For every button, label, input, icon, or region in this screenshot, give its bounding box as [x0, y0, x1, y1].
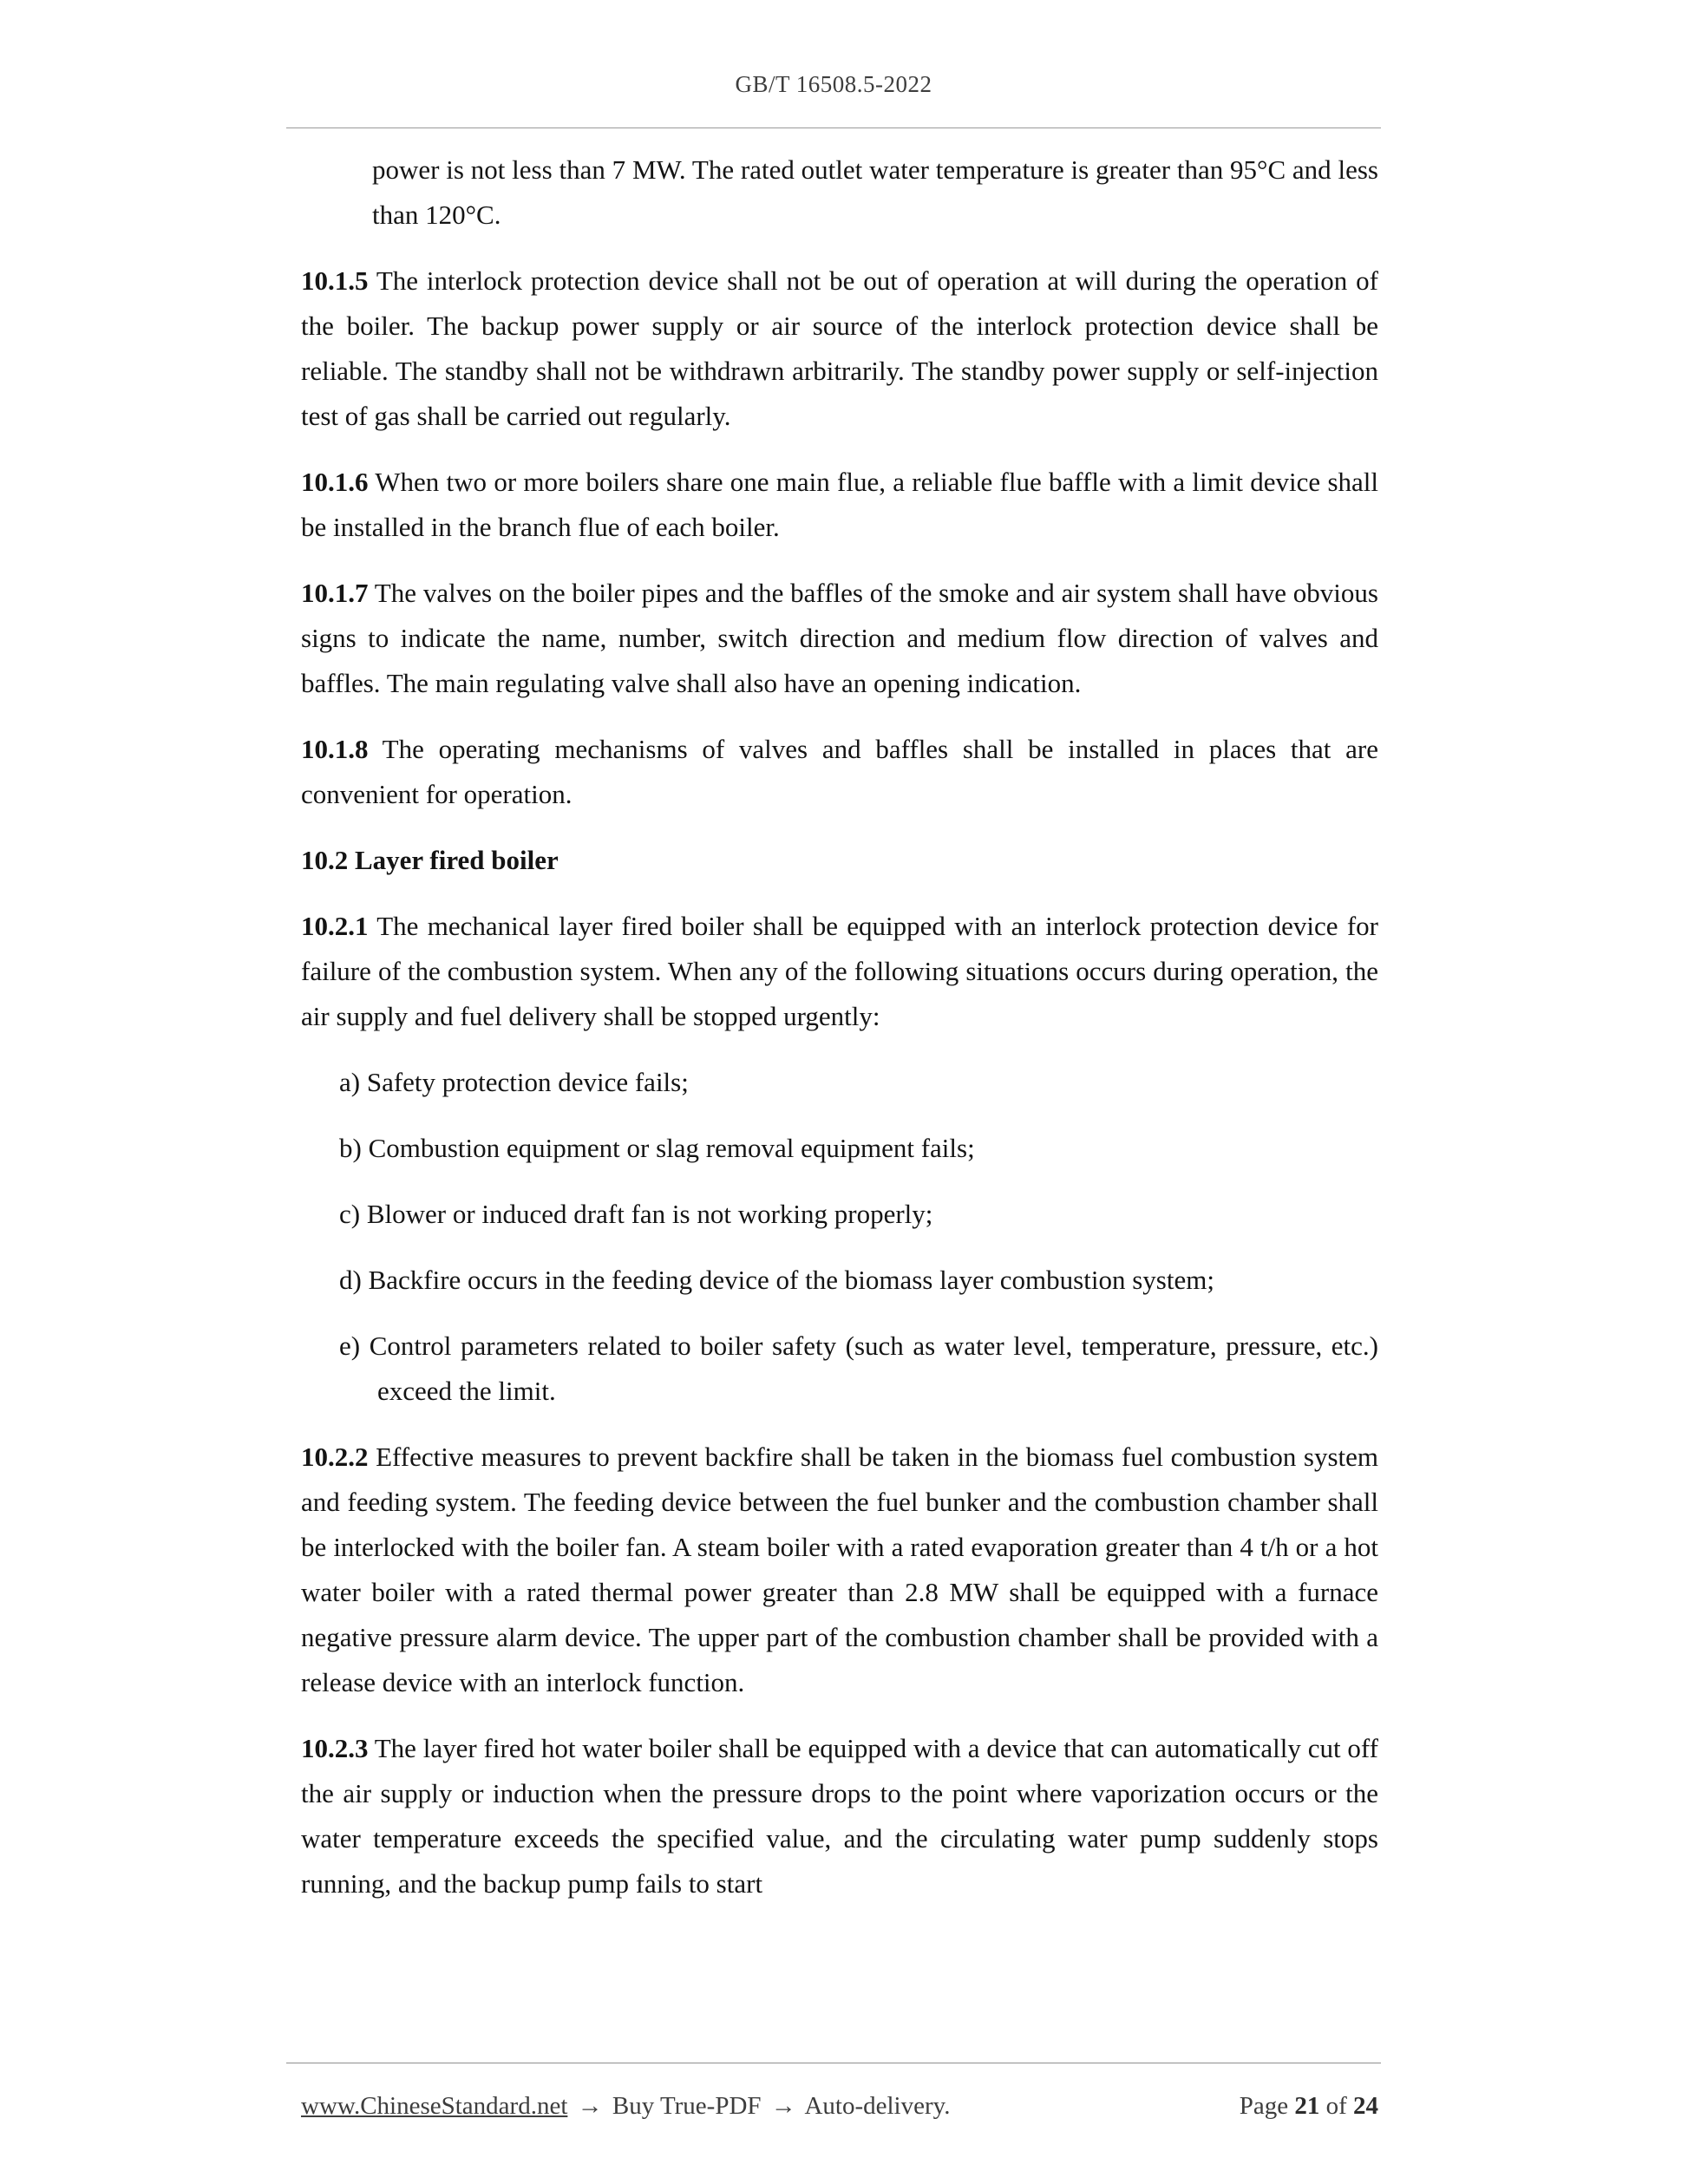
clause-text: The layer fired hot water boiler shall be equipped with a device that can automatically cut off the air supply or induction when the pressure drops to the point where vaporization occurs or the water temperature exceeds the specified value, and the circulating water pump suddenly stops running, and the backup pump fails to start — [301, 1733, 1378, 1899]
clause-text: The operating mechanisms of valves and baffles shall be installed in places that are convenient for operation. — [301, 734, 1378, 809]
list-text: Backfire occurs in the feeding device of the biomass layer combustion system; — [368, 1265, 1214, 1295]
list-item-a — [301, 1060, 1378, 1105]
list-text: Blower or induced draft fan is not working properly; — [366, 1199, 933, 1229]
clause-10-1-5 — [301, 258, 1378, 439]
clause-text: When two or more boilers share one main flue, a reliable flue baffle with a limit device shall be installed in the branch flue of each boiler. — [301, 467, 1378, 542]
clause-number: 10.2.2 — [301, 1442, 369, 1472]
auto-delivery-text: Auto-delivery. — [804, 2092, 951, 2120]
list-marker: d) — [339, 1265, 362, 1295]
total-page-number: 24 — [1353, 2092, 1378, 2120]
clause-10-2-1 — [301, 904, 1378, 1039]
clause-text: The interlock protection device shall not be out of operation at will during the operation of the boiler. The backup power supply or air source of the interlock protection device shall be reliable. The standby shall not be withdrawn arbitrarily. The standby power supply or self-injection test of gas shall be carried out regularly. — [301, 265, 1378, 431]
list-marker: c) — [339, 1199, 361, 1229]
section-number: 10.2 — [301, 845, 349, 875]
of-word: of — [1325, 2092, 1347, 2120]
list-item-c — [301, 1192, 1378, 1237]
list-marker: b) — [339, 1133, 362, 1163]
page-word: Page — [1239, 2092, 1289, 2120]
clause-10-1-8 — [301, 727, 1378, 817]
arrow-icon: → — [770, 2092, 796, 2120]
arrow-icon: → — [577, 2092, 603, 2120]
list-marker: e) — [339, 1331, 361, 1361]
clause-number: 10.1.5 — [301, 265, 369, 296]
clause-number: 10.1.7 — [301, 578, 369, 608]
document-body — [301, 130, 1378, 1927]
list-item-e — [301, 1324, 1378, 1414]
clause-text: The mechanical layer fired boiler shall be equipped with an interlock protection device for failure of the combustion system. When any of the following situations occurs during operation, the air supply and fuel delivery shall be stopped urgently: — [301, 911, 1378, 1031]
standard-number: GB/T 16508.5-2022 — [735, 71, 932, 97]
clause-text: The valves on the boiler pipes and the baffles of the smoke and air system shall have obvious signs to indicate the name, number, switch direction and medium flow direction of valves and baffles. The main regulating valve shall also have an opening indication. — [301, 578, 1378, 698]
list-item-d — [301, 1258, 1378, 1303]
clause-10-2-3 — [301, 1726, 1378, 1906]
clause-number: 10.2.3 — [301, 1733, 369, 1763]
list-text: Combustion equipment or slag removal equipment fails; — [368, 1133, 975, 1163]
footer-left — [301, 2092, 954, 2121]
clause-text: Effective measures to prevent backfire shall be taken in the biomass fuel combustion system and feeding system. The feeding device between the fuel bunker and the combustion chamber shall be interlocked with the boiler fan. A steam boiler with a rated evaporation greater than 4 t/h or a hot water boiler with a rated thermal power greater than 2.8 MW shall be equipped with a furnace negative pressure alarm device. The upper part of the combustion chamber shall be provided with a release device with an interlock function. — [301, 1442, 1379, 1697]
clause-10-2-2 — [301, 1435, 1378, 1705]
list-text: Control parameters related to boiler safety (such as water level, temperature, pressure, etc.) exceed the limit. — [369, 1331, 1379, 1406]
page-header — [286, 0, 1381, 128]
clause-number: 10.2.1 — [301, 911, 369, 941]
clause-10-1-6 — [301, 460, 1378, 550]
buy-true-pdf-text: Buy True-PDF — [612, 2092, 762, 2120]
page-footer — [301, 2092, 1378, 2121]
clause-number: 10.1.6 — [301, 467, 369, 497]
list-marker: a) — [339, 1067, 361, 1097]
section-heading-10-2 — [301, 838, 1378, 883]
list-item-b — [301, 1126, 1378, 1171]
clause-10-1-7 — [301, 571, 1378, 706]
list-text: Safety protection device fails; — [366, 1067, 689, 1097]
chinesestandard-link[interactable]: www.ChineseStandard.net — [301, 2092, 568, 2120]
page-indicator — [1240, 2092, 1378, 2121]
clause-number: 10.1.8 — [301, 734, 369, 764]
current-page-number: 21 — [1294, 2092, 1320, 2120]
section-title: Layer fired boiler — [355, 845, 559, 875]
continuation-paragraph: power is not less than 7 MW. The rated outlet water temperature is greater than 95°C and less than 120°C. — [372, 154, 1378, 230]
